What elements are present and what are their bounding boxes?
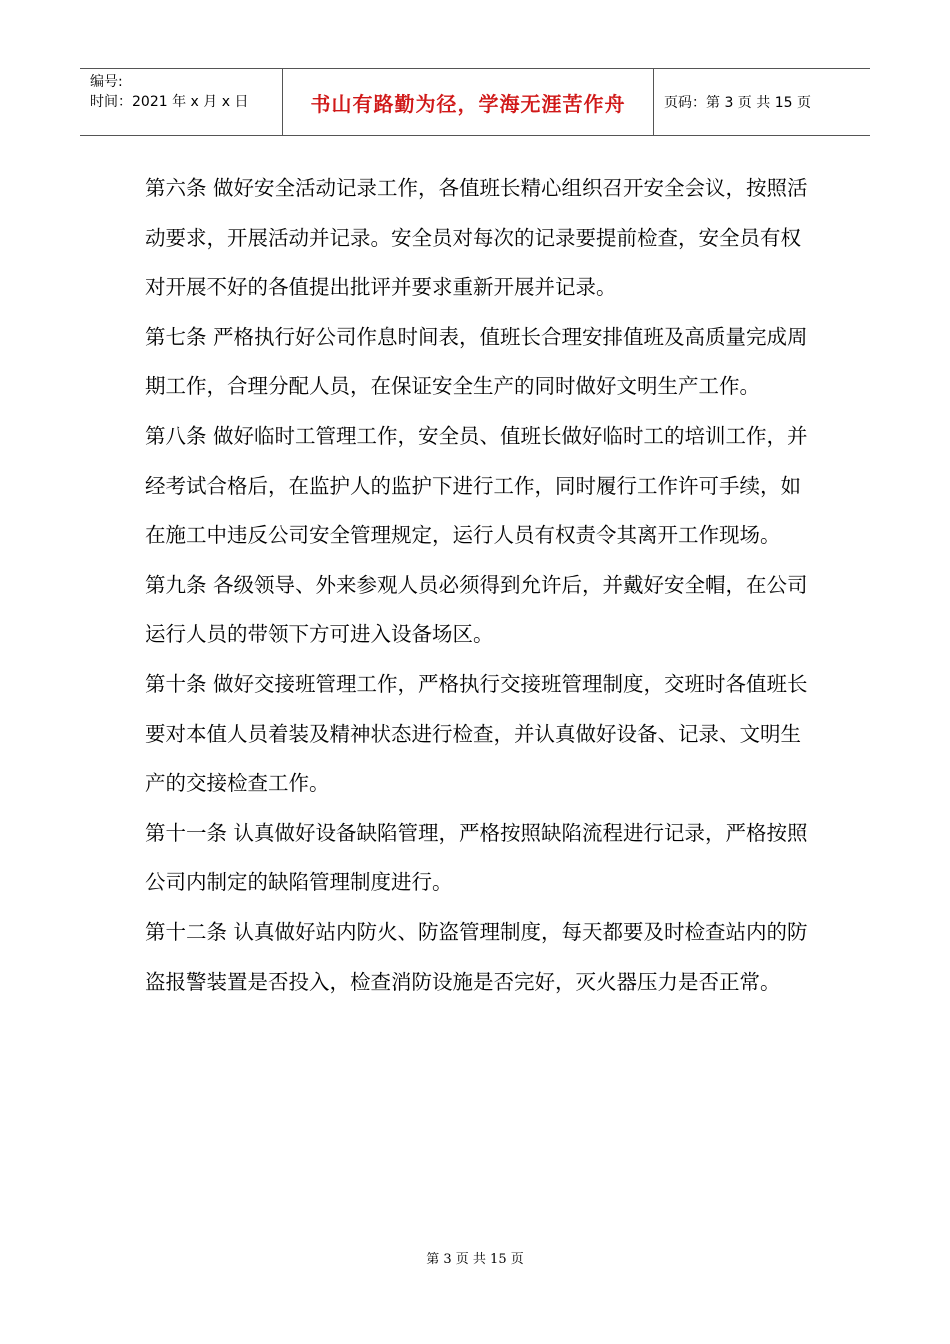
article-7: 第七条 严格执行好公司作息时间表，值班长合理安排值班及高质量完成周期工作，合理分配人员，在保证安全生产的同时做好文明生产工作。 — [145, 324, 808, 399]
document-number-label: 编号: — [90, 74, 123, 90]
header-motto: 书山有路勤为径，学海无涯苦作舟 — [310, 91, 626, 116]
header-page-info: 页码：第 3 页 共 15 页 — [664, 95, 811, 111]
document-body — [145, 164, 810, 1007]
header-motto-cell — [282, 69, 654, 135]
article-12: 第十二条 认真做好站内防火、防盗管理制度，每天都要及时检查站内的防盗报警装置是否投入，检查消防设施是否完好，灭火器压力是否正常。 — [145, 919, 808, 994]
document-date: 时间：2021 年 x 月 x 日 — [90, 94, 249, 110]
page-header — [80, 68, 870, 136]
article-9: 第九条 各级领导、外来参观人员必须得到允许后，并戴好安全帽，在公司运行人员的带领下方可进入设备场区。 — [145, 572, 808, 647]
page-footer — [0, 1248, 950, 1267]
article-6: 第六条 做好安全活动记录工作，各值班长精心组织召开安全会议，按照活动要求，开展活动并记录。安全员对每次的记录要提前检查，安全员有权对开展不好的各值提出批评并要求重新开展并记录。 — [145, 176, 808, 300]
header-page-info-cell — [654, 69, 870, 135]
article-11: 第十一条 认真做好设备缺陷管理，严格按照缺陷流程进行记录，严格按照公司内制定的缺陷管理制度进行。 — [145, 820, 808, 895]
header-meta — [80, 69, 282, 135]
footer-page-number: 第 3 页 共 15 页 — [426, 1252, 524, 1267]
article-8: 第八条 做好临时工管理工作，安全员、值班长做好临时工的培训工作，并经考试合格后，在监护人的监护下进行工作，同时履行工作许可手续，如在施工中违反公司安全管理规定，运行人员有权责令其离开工作现场。 — [145, 423, 808, 548]
article-10: 第十条 做好交接班管理工作，严格执行交接班管理制度，交班时各值班长要对本值人员着装及精神状态进行检查，并认真做好设备、记录、文明生产的交接检查工作。 — [145, 671, 808, 796]
